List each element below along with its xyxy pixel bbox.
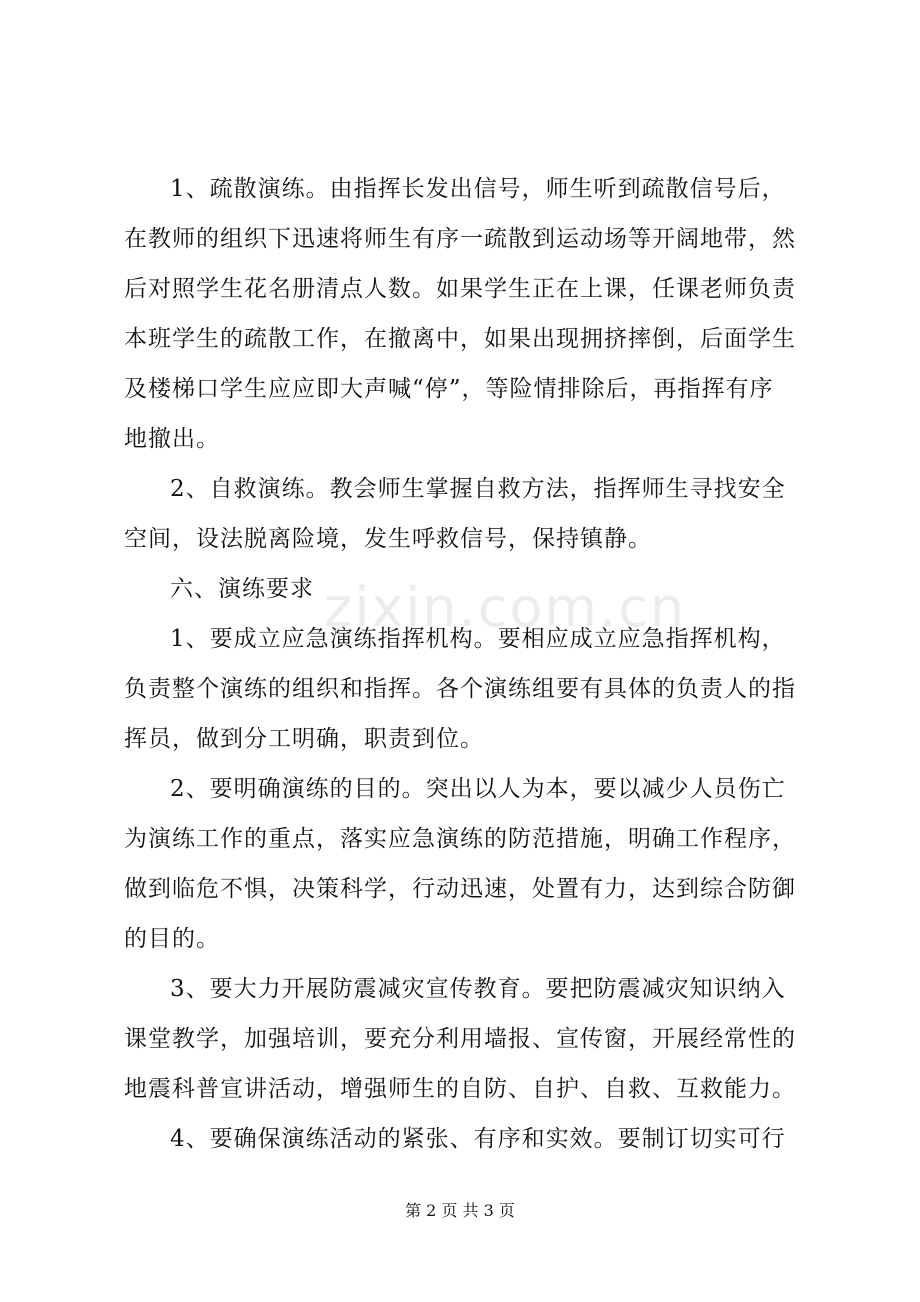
paragraph-line-7: 2、自救演练。教会师生掌握自救方法，指挥师生寻找安全 [170,476,786,502]
paragraph-line-5: 及楼梯口学生应应即大声喊“停”，等险情排除后，再指挥有序 [124,376,774,402]
paragraph-line-16: 3、要大力开展防震减灾宣传教育。要把防震减灾知识纳入 [170,976,786,1002]
paragraph-line-2: 在教师的组织下迅速将师生有序一疏散到运动场等开阔地带，然 [124,226,796,252]
paragraph-line-3: 后对照学生花名册清点人数。如果学生正在上课，任课老师负责 [124,276,796,302]
paragraph-line-14: 做到临危不惧，决策科学，行动迅速，处置有力，达到综合防御 [124,876,796,902]
paragraph-line-6: 地撤出。 [124,426,220,452]
paragraph-line-8: 空间，设法脱离险境，发生呼救信号，保持镇静。 [124,526,652,552]
paragraph-line-9: 1、要成立应急演练指挥机构。要相应成立应急指挥机构， [170,626,786,652]
paragraph-line-13: 为演练工作的重点，落实应急演练的防范措施，明确工作程序， [124,826,796,852]
paragraph-line-1: 1、疏散演练。由指挥长发出信号，师生听到疏散信号后， [170,176,786,202]
page-footer: 第 2 页 共 3 页 [405,1201,515,1220]
section-heading: 六、演练要求 [170,576,314,602]
paragraph-line-17: 课堂教学，加强培训，要充分利用墙报、宣传窗，开展经常性的 [124,1026,796,1052]
watermark-text: zixin.com.cn [324,576,687,639]
paragraph-line-4: 本班学生的疏散工作，在撤离中，如果出现拥挤摔倒，后面学生 [124,326,796,352]
paragraph-line-10: 负责整个演练的组织和指挥。各个演练组要有具体的负责人的指 [124,676,796,702]
paragraph-line-18: 地震科普宣讲活动，增强师生的自防、自护、自救、互救能力。 [124,1076,796,1102]
paragraph-line-19: 4、要确保演练活动的紧张、有序和实效。要制订切实可行 [170,1126,786,1152]
paragraph-line-12: 2、要明确演练的目的。突出以人为本，要以减少人员伤亡 [170,776,786,802]
paragraph-line-15: 的目的。 [124,926,220,952]
paragraph-line-11: 挥员，做到分工明确，职责到位。 [124,726,484,752]
